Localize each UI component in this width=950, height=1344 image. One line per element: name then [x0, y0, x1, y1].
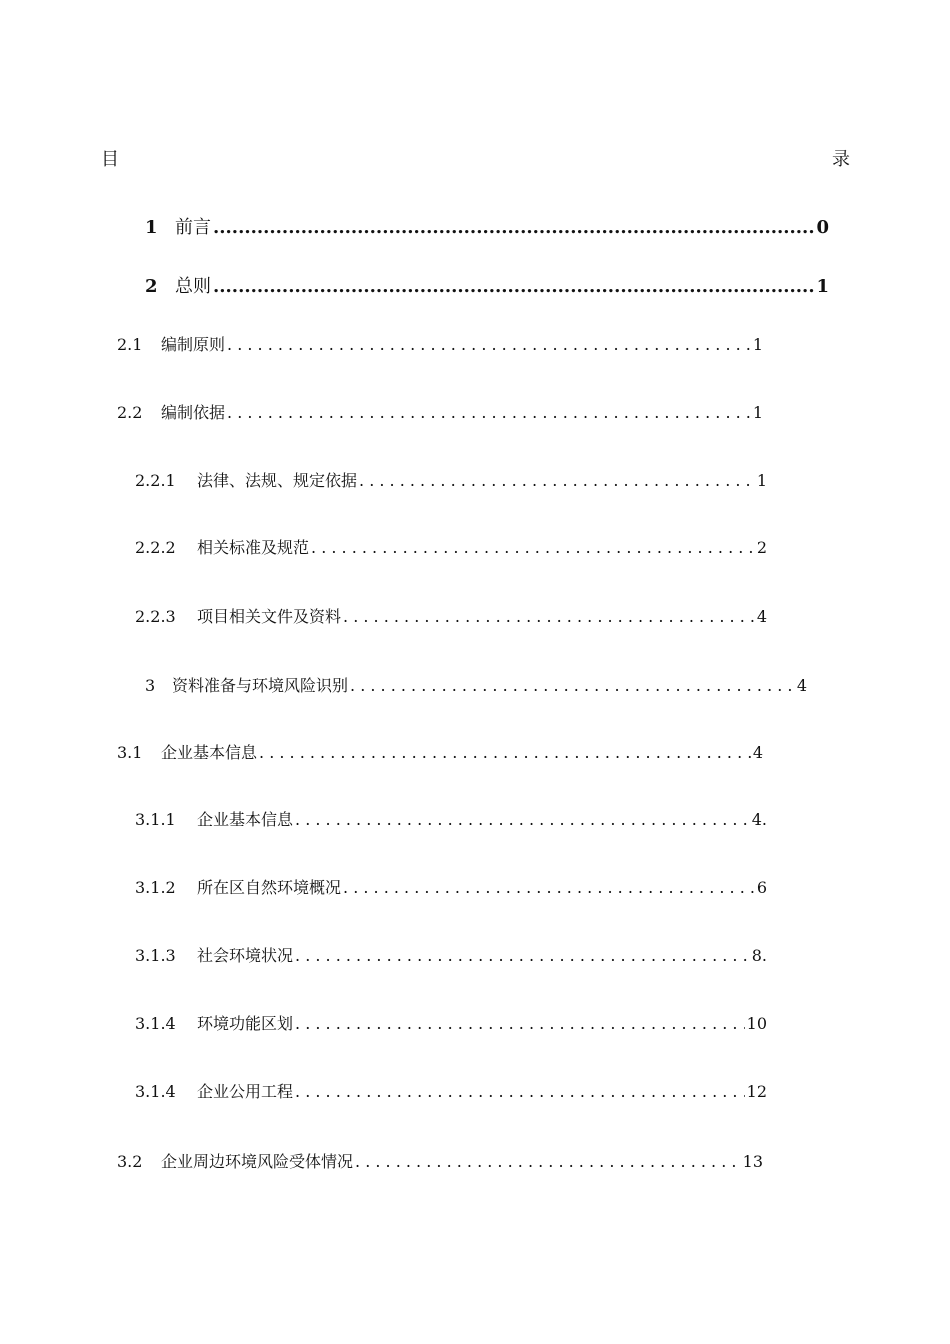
toc-entry-page: 0 [816, 217, 829, 238]
toc-entry-number: 3.1.1 [135, 810, 176, 829]
toc-entry-label: 前言 [175, 217, 211, 238]
toc-entry-number: 2.2.3 [135, 607, 176, 626]
dot-leader [213, 217, 814, 238]
toc-entry-label: 编制原则 [161, 335, 226, 354]
dot-leader [355, 1152, 741, 1171]
dot-leader [343, 607, 755, 626]
dot-leader [295, 810, 750, 829]
toc-entry-number: 3 [145, 676, 156, 695]
toc-entry-label: 所在区自然环境概况 [197, 878, 342, 897]
toc-entry-label: 社会环境状况 [197, 946, 294, 965]
toc-entry-page: 6 [756, 878, 767, 897]
toc-entry[interactable] [135, 468, 767, 491]
toc-entry-label: 企业周边环境风险受体情况 [161, 1152, 354, 1171]
toc-entry-page: 1 [752, 335, 763, 354]
dot-leader [295, 1014, 745, 1033]
toc-entry-page: 2 [756, 538, 767, 557]
toc-entry[interactable] [135, 943, 767, 966]
dot-leader [311, 538, 755, 557]
toc-entry[interactable] [145, 213, 829, 239]
toc-entry-label: 企业基本信息 [197, 810, 294, 829]
toc-entry-number: 3.1.3 [135, 946, 176, 965]
toc-entry-number: 1 [145, 217, 158, 238]
dot-leader [227, 335, 751, 354]
toc-entry-page: 4 [752, 743, 763, 762]
toc-entry-page: 10 [746, 1014, 767, 1033]
toc-entry[interactable] [117, 1149, 763, 1172]
toc-entry-page: 4 [756, 607, 767, 626]
toc-entry-number: 3.1.4 [135, 1082, 176, 1101]
toc-entry-number: 2.2 [117, 403, 143, 422]
toc-entry-label: 相关标准及规范 [197, 538, 310, 557]
toc-entry-label: 资料准备与环境风险识别 [172, 676, 349, 695]
toc-entry-number: 3.1.2 [135, 878, 176, 897]
dot-leader [343, 878, 755, 897]
toc-entry-page: 1 [752, 403, 763, 422]
dot-leader [359, 471, 755, 490]
toc-entry-number: 2.1 [117, 335, 143, 354]
toc-entry-number: 3.2 [117, 1152, 143, 1171]
toc-title-right: 录 [832, 149, 850, 170]
toc-entry-number: 3.1 [117, 743, 143, 762]
toc-entry-page: 4 [796, 676, 807, 695]
toc-entry-page: 1 [756, 471, 767, 490]
toc-entry-label: 编制依据 [161, 403, 226, 422]
toc-entry-label: 法律、法规、规定依据 [197, 471, 358, 490]
dot-leader [350, 676, 795, 695]
toc-entry-page: 4. [751, 810, 767, 829]
dot-leader [259, 743, 751, 762]
toc-entry[interactable] [135, 604, 767, 627]
toc-entry-page: 1 [816, 276, 829, 297]
toc-entry-label: 总则 [175, 276, 211, 297]
toc-entry-label: 项目相关文件及资料 [197, 607, 342, 626]
toc-entry[interactable] [117, 400, 763, 423]
toc-entry[interactable] [117, 740, 763, 763]
toc-entry-page: 8. [751, 946, 767, 965]
toc-entry-page: 13 [742, 1152, 763, 1171]
toc-entry[interactable] [145, 673, 807, 696]
toc-entry-number: 2.2.2 [135, 538, 176, 557]
dot-leader [295, 1082, 745, 1101]
dot-leader [227, 403, 751, 422]
dot-leader [295, 946, 750, 965]
toc-entry[interactable] [135, 807, 767, 830]
toc-entry-label: 企业基本信息 [161, 743, 258, 762]
toc-entry[interactable] [135, 875, 767, 898]
toc-title-left: 目 [101, 149, 119, 170]
dot-leader [213, 276, 814, 297]
toc-entry[interactable] [135, 535, 767, 558]
toc-entry[interactable] [117, 332, 763, 355]
toc-entry-number: 2 [145, 276, 158, 297]
toc-entry-number: 2.2.1 [135, 471, 176, 490]
toc-entry[interactable] [135, 1079, 767, 1102]
toc-entry[interactable] [135, 1011, 767, 1034]
toc-entry-number: 3.1.4 [135, 1014, 176, 1033]
toc-entry-page: 12 [746, 1082, 767, 1101]
toc-entry-label: 企业公用工程 [197, 1082, 294, 1101]
toc-entry[interactable] [145, 272, 829, 298]
toc-entry-label: 环境功能区划 [197, 1014, 294, 1033]
